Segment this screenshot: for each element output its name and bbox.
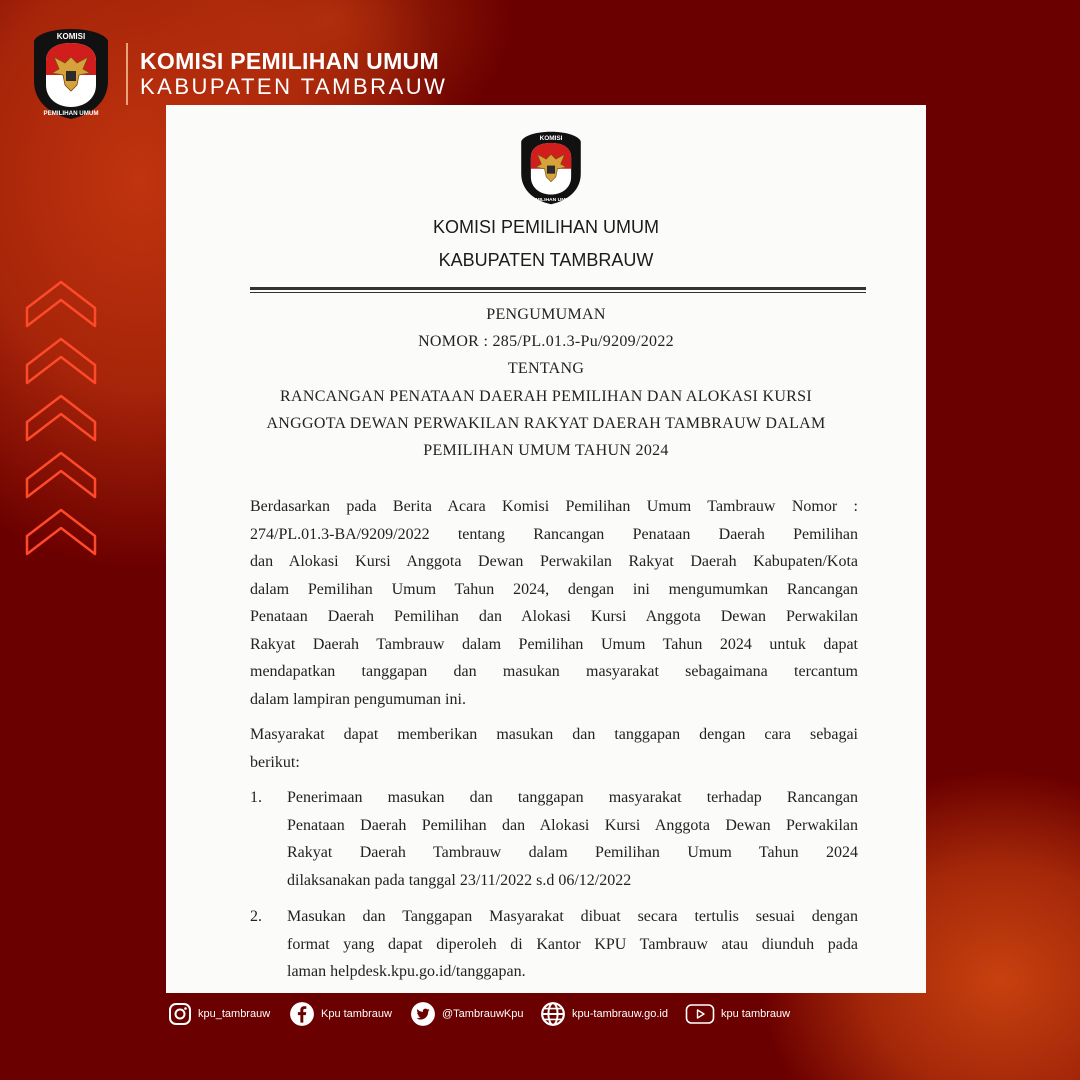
instagram-icon [168, 1002, 192, 1026]
document-heading: PENGUMUMAN [486, 306, 606, 323]
header-divider [126, 43, 128, 105]
svg-text:PEMILIHAN UMUM: PEMILIHAN UMUM [528, 197, 574, 203]
announcement-document [166, 105, 926, 993]
globe-icon [540, 1001, 566, 1027]
document-subject-line: RANCANGAN PENATAAN DAERAH PEMILIHAN DAN ALOKASI KURSI [280, 388, 812, 405]
document-subject-line: ANGGOTA DEWAN PERWAKILAN RAKYAT DAERAH TAMBRAUW DALAM [266, 415, 826, 432]
kpu-logo-icon [30, 27, 112, 121]
social-footer [166, 999, 926, 1029]
twitter-link[interactable]: @TambrauwKpu [410, 999, 523, 1029]
list-item: Masukan dan Tanggapan Masyarakat dibuat secara tertulis sesuai dengan format yang dapat diperoleh di Kantor KPU Tambrauw atau diunduh pada laman helpdesk.kpu.go.id/tanggapan. [287, 908, 858, 980]
youtube-link[interactable]: kpu tambrauw [685, 999, 790, 1029]
facebook-icon [289, 1001, 315, 1027]
website-link[interactable]: kpu-tambrauw.go.id [540, 999, 668, 1029]
document-org-name: KOMISI PEMILIHAN UMUM [432, 217, 660, 237]
document-org-region: KABUPATEN TAMBRAUW [438, 250, 654, 270]
facebook-link[interactable]: Kpu tambrauw [289, 999, 392, 1029]
svg-text:KOMISI: KOMISI [539, 134, 563, 142]
document-paragraph-1: Berdasarkan pada Berita Acara Komisi Pemilihan Umum Tambrauw Nomor : 274/PL.01.3-BA/9209/2022 tentang Rancangan Penataan Daerah Pemilihan dan Alokasi Kursi Anggota Dewan Perwakilan Rakyat Daerah Kabupaten/Kota dalam Pemilihan Umum Tahun 2024, dengan ini mengumumkan Rancangan Penataan Daerah Pemilihan dan Alokasi Kursi Anggota Dewan Perwakilan Rakyat Daerah Tambrauw dalam Pemilihan Umum Tahun 2024 untuk dapat mendapatkan tanggapan dan masukan masyarakat sebagaimana tercantum dalam lampiran pengumuman ini. [250, 498, 858, 708]
header-title: KOMISI PEMILIHAN UMUM [140, 48, 439, 75]
instagram-link[interactable]: kpu_tambrauw [168, 999, 270, 1029]
document-tentang: TENTANG [507, 360, 585, 377]
list-item-number: 2. [250, 908, 262, 925]
kpu-document-logo-icon [518, 130, 584, 206]
list-item-number: 1. [250, 789, 262, 806]
chevron-decoration-icon [25, 278, 97, 563]
document-number: NOMOR : 285/PL.01.3-Pu/9209/2022 [418, 333, 674, 350]
header-subtitle: KABUPATEN TAMBRAUW [140, 73, 448, 99]
letterhead-rule [250, 287, 866, 290]
svg-text:KOMISI: KOMISI [56, 32, 86, 41]
youtube-icon [685, 1002, 715, 1026]
letterhead-rule-thin [250, 292, 866, 293]
document-paragraph-2: Masyarakat dapat memberikan masukan dan tanggapan dengan cara sebagai berikut: [250, 726, 858, 771]
list-item: Penerimaan masukan dan tanggapan masyarakat terhadap Rancangan Penataan Daerah Pemilihan dan Alokasi Kursi Anggota Dewan Perwakilan Rakyat Daerah Tambrauw dalam Pemilihan Umum Tahun 2024 dilaksanakan pada tanggal 23/11/2022 s.d 06/12/2022 [287, 789, 858, 889]
twitter-icon [410, 1001, 436, 1027]
document-subject-line: PEMILIHAN UMUM TAHUN 2024 [423, 442, 669, 459]
svg-text:PEMILIHAN UMUM: PEMILIHAN UMUM [43, 110, 99, 117]
